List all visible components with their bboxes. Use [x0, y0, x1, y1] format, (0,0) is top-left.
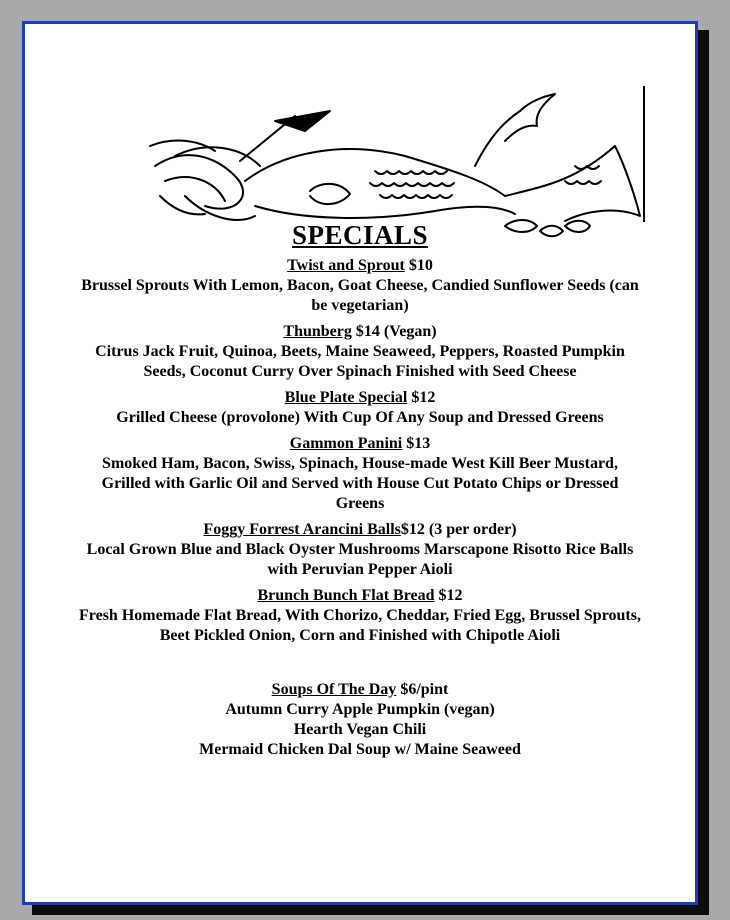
divider-line: [643, 86, 645, 222]
item-description: Local Grown Blue and Black Oyster Mushrooms Marscapone Risotto Rice Balls with Peruvian Pepper Aioli: [86, 541, 634, 578]
menu-content: [25, 220, 695, 760]
item-price: $12: [407, 389, 436, 406]
item-description: Brussel Sprouts With Lemon, Bacon, Goat Cheese, Candied Sunflower Seeds (can be vegetarian): [81, 277, 639, 314]
item-description: Smoked Ham, Bacon, Swiss, Spinach, House-made West Kill Beer Mustard, Grilled with Garlic Oil and Served with House Cut Potato Chips or Dressed Greens: [101, 455, 619, 512]
menu-item: [25, 586, 695, 646]
item-price: $13: [402, 435, 431, 452]
soups-price: $6/pint: [396, 681, 449, 698]
menu-item: [25, 520, 695, 580]
item-name: Blue Plate Special: [284, 389, 408, 406]
item-description: Citrus Jack Fruit, Quinoa, Beets, Maine Seaweed, Peppers, Roasted Pumpkin Seeds, Coconut Curry Over Spinach Finished with Seed Cheese: [95, 343, 625, 380]
page-title: SPECIALS: [291, 220, 429, 250]
item-price: $12: [434, 587, 463, 604]
item-description: Fresh Homemade Flat Bread, With Chorizo, Cheddar, Fried Egg, Brussel Sprouts, Beet Pickled Onion, Corn and Finished with Chipotle Aioli: [79, 607, 641, 644]
menu-page: [22, 21, 698, 905]
item-price: $12 (3 per order): [400, 521, 517, 538]
item-price: $14 (Vegan): [351, 323, 437, 340]
soup-item: Hearth Vegan Chili: [293, 721, 427, 738]
menu-item: [25, 322, 695, 382]
soup-item: Mermaid Chicken Dal Soup w/ Maine Seaweed: [199, 741, 521, 758]
item-name: Foggy Forrest Arancini Balls: [203, 521, 401, 538]
menu-item: [25, 434, 695, 514]
soups-section: [25, 680, 695, 760]
item-name: Thunberg: [283, 323, 352, 340]
item-name: Brunch Bunch Flat Bread: [257, 587, 435, 604]
soups-title: Soups Of The Day: [271, 681, 397, 698]
item-name: Gammon Panini: [289, 435, 403, 452]
item-price: $10: [404, 257, 433, 274]
menu-item: [25, 256, 695, 316]
menu-item: [25, 388, 695, 428]
item-description: Grilled Cheese (provolone) With Cup Of Any Soup and Dressed Greens: [116, 409, 604, 426]
item-name: Twist and Sprout: [287, 257, 405, 274]
soup-item: Autumn Curry Apple Pumpkin (vegan): [225, 701, 495, 718]
